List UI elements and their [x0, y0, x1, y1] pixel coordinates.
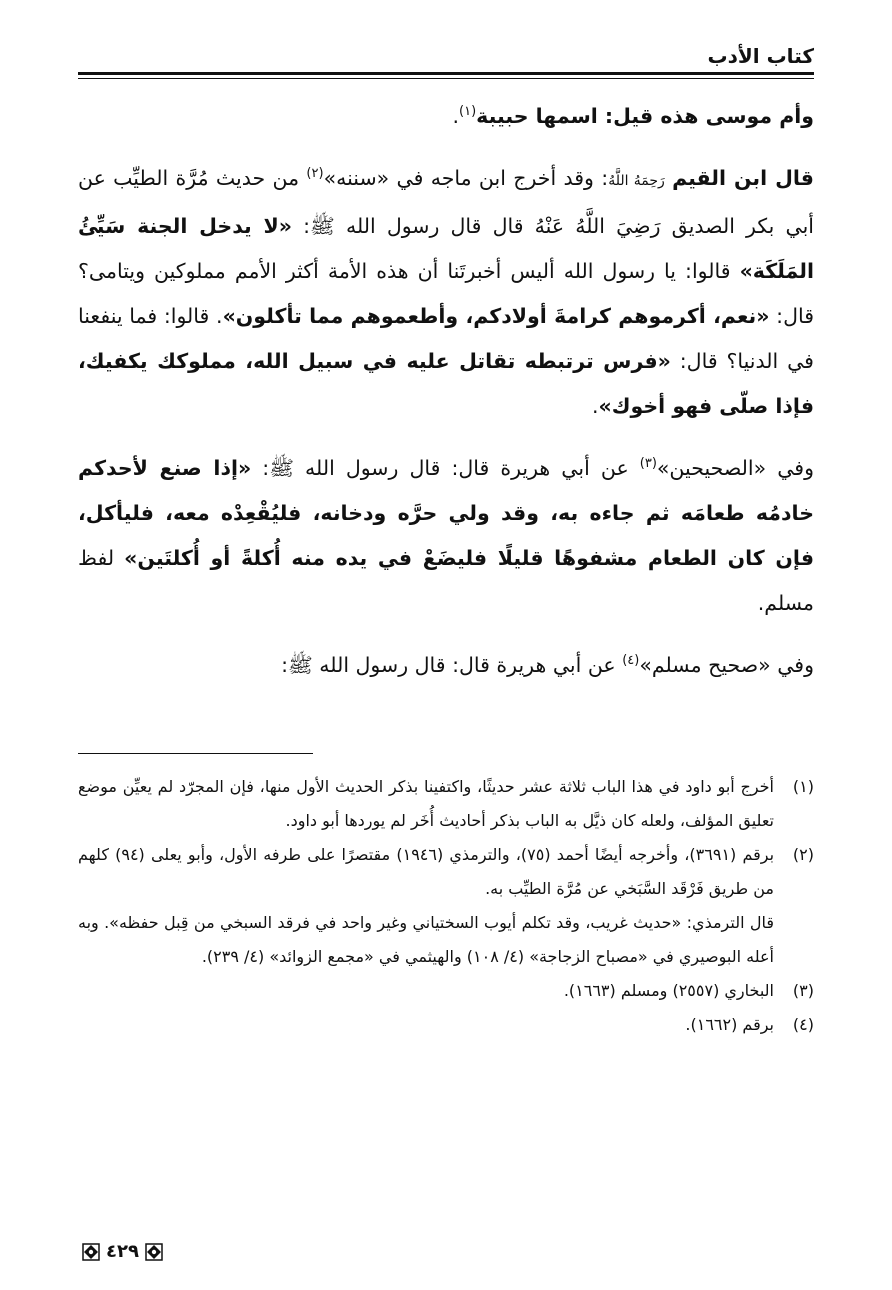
footnote-text: برقم (١٦٦٢).: [685, 1015, 774, 1034]
p2-a: : وقد أخرج ابن ماجه في «سننه»: [323, 166, 609, 190]
p4-b: عن أبي هريرة قال: قال رسول الله ﷺ:: [281, 653, 623, 677]
footnote-number: (٣): [792, 981, 814, 1000]
page-number-block: [82, 1241, 163, 1262]
footnote-2: [78, 838, 814, 974]
footnote-ref-1: (١): [459, 104, 477, 120]
p2-hadith-1: «لا يدخل الجنة سَيِّئُ المَلَكَة»: [78, 214, 814, 283]
p3-hadith: «إذا صنع لأحدكم خادمُه طعامَه ثم جاءه به، وقد ولي حرَّه ودخانه، فليُقْعِدْه معه، فليأكل، فإن كان الطعام مشفوهًا قليلًا فليضَعْ في يده منه أُكلةً أو أُكلتَين»: [78, 456, 815, 570]
p4-a: وفي «صحيح مسلم»: [639, 653, 814, 677]
paragraph-4: [78, 643, 814, 688]
document-page: [78, 0, 814, 1290]
p2-hadith-3: «فرس ترتبطه تقاتل عليه في سبيل الله، مملوكك يكفيك، فإذا صلّى فهو أخوك»: [78, 349, 814, 418]
paragraph-3: [78, 446, 814, 626]
p2-b: من حديث مُرَّة الطيِّب عن أبي بكر الصديق رَضِيَ اللَّهُ عَنْهُ قال قال رسول الله ﷺ:: [78, 166, 814, 238]
p3-a: وفي «الصحيحين»: [656, 456, 814, 480]
footnote-3: [78, 974, 814, 1008]
footnote-ref-4: (٤): [622, 653, 640, 669]
p1-text: وأم موسى هذه قيل: اسمها حبيبة: [476, 104, 814, 128]
honorific-glyph: رَحِمَهُ اللَّهُ: [608, 173, 665, 189]
main-text: [78, 94, 814, 705]
running-header: كتاب الأدب: [707, 44, 814, 68]
p2-h: .: [591, 394, 599, 418]
footnote-number: (٤): [792, 1015, 814, 1034]
footnote-1: [78, 770, 814, 838]
footnote-number: (١): [792, 777, 814, 796]
paragraph-1: [78, 94, 814, 139]
footnote-number: (٢): [792, 845, 814, 864]
ornament-icon: [145, 1243, 163, 1261]
footnote-text: البخاري (٢٥٥٧) ومسلم (١٦٦٣).: [563, 981, 774, 1000]
footnote-text: أخرج أبو داود في هذا الباب ثلاثة عشر حديثًا، واكتفينا بذكر الحديث الأول منها، فإن المجرّد لم يعيِّن موضع تعليق المؤلف، ولعله كان ذيَّل به الباب بذكر أحاديث أُخَر لم يوردها أبو داود.: [78, 777, 774, 830]
p3-b: عن أبي هريرة قال: قال رسول الله ﷺ:: [251, 456, 640, 480]
page-number: ٤٢٩: [106, 1241, 139, 1262]
p2-hadith-2: «نعم، أكرموهم كرامةَ أولادكم، وأطعموهم مما تأكلون»: [222, 304, 770, 328]
footnote-ref-3: (٣): [639, 456, 657, 472]
p2-d: قالوا: يا رسول الله أليس أخبرتَنا أن هذه الأمة أكثر الأمم مملوكين ويتامى؟ قال:: [78, 259, 815, 328]
p2-lead: قال ابن القيم: [672, 166, 814, 190]
footnote-4: [78, 1008, 814, 1042]
ornament-icon: [82, 1243, 100, 1261]
paragraph-2: [78, 156, 814, 429]
header-rule-thick: [78, 72, 814, 75]
footnote-separator: [78, 753, 313, 754]
p1-end: .: [452, 104, 460, 128]
footnote-ref-2: (٢): [306, 166, 324, 182]
footnote-text: برقم (٣٦٩١)، وأخرجه أيضًا أحمد (٧٥)، والترمذي (١٩٤٦) مقتصرًا على طرفه الأول، وأبو يعلى (٩٤) كلهم من طريق فَرْقَد السَّبَخي عن مُرَّة الطيِّب به.: [78, 845, 775, 898]
p3-d: لفظ مسلم.: [78, 546, 814, 615]
header-rule-thin: [78, 78, 814, 79]
footnotes: [78, 770, 814, 1042]
footnote-text: قال الترمذي: «حديث غريب، وقد تكلم أيوب السختياني وغير واحد في فرقد السبخي من قِبل حفظه». وبه أعله البوصيري في «مصباح الزجاجة» (٤/ ١٠٨) والهيثمي في «مجمع الزوائد» (٤/ ٢٣٩).: [78, 913, 774, 966]
p2-f: . قالوا: فما ينفعنا في الدنيا؟ قال:: [78, 304, 814, 373]
